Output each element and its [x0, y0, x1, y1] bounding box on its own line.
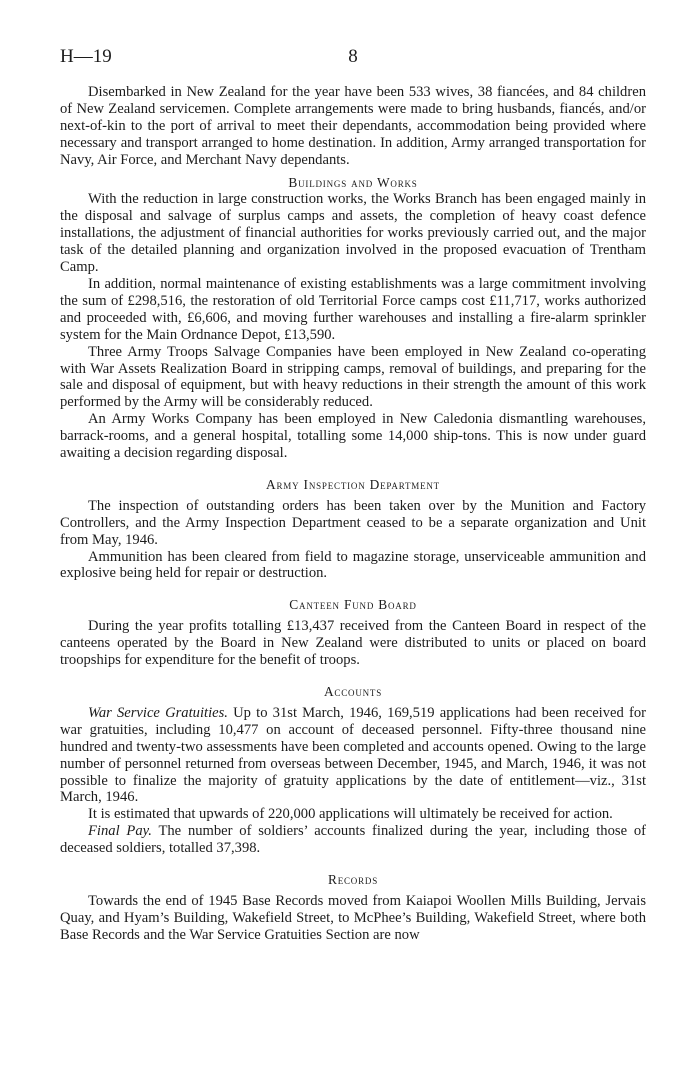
page-number: 8	[348, 46, 358, 67]
inspection-paragraph-2: Ammunition has been cleared from field to magazine storage, unserviceable ammunition and explosive being held for repair or destruction.	[60, 548, 646, 582]
heading-records: Records	[327, 872, 379, 888]
document-code: H—19	[60, 46, 112, 67]
heading-canteen-fund-board: Canteen Fund Board	[289, 597, 417, 613]
page-body	[60, 84, 646, 944]
war-service-gratuities-label: War Service Gratuities.	[88, 704, 228, 721]
buildings-paragraph-4: An Army Works Company has been employed in New Caledonia dismantling warehouses, barrack-rooms, and a general hospital, totalling some 14,000 ship-tons. This is now under guard awaiting a decision regarding disposal.	[60, 411, 646, 462]
intro-paragraph: Disembarked in New Zealand for the year have been 533 wives, 38 fiancées, and 84 children of New Zealand servicemen. Complete arrangements were made to bring husbands, fiancés, and/or next-of-kin to the port of arrival to meet their dependants, accommodation being provided where necessary and transport arranged to home destination. In addition, Army arranged transportation for Navy, Air Force, and Merchant Navy dependants.	[60, 84, 646, 168]
buildings-paragraph-1: With the reduction in large construction works, the Works Branch has been engaged mainly in the disposal and salvage of surplus camps and assets, the completion of heavy coast defence installations, the adjustment of financial authorities for works previously carried out, and the major task of the detailed planning and organization involved in the proposed evacuation of Trentham Camp.	[60, 191, 646, 276]
buildings-paragraph-3: Three Army Troops Salvage Companies have been employed in New Zealand co-operating with War Assets Realization Board in stripping camps, removal of buildings, and preparing for the sale and disposal of equipment, but with heavy reductions in their strength the amount of this work performed by the Army will be considerably reduced.	[60, 343, 646, 411]
final-pay-label: Final Pay.	[88, 823, 152, 840]
canteen-paragraph-1: During the year profits totalling £13,437 received from the Canteen Board in respect of the canteens operated by the Board in New Zealand were distributed to units or placed on board troopships for expenditure for the benefit of troops.	[60, 618, 646, 669]
final-pay-text: The number of soldiers’ accounts finalized during the year, including those of deceased soldiers, totalled 37,398.	[60, 823, 646, 857]
war-service-gratuities-text: Up to 31st March, 1946, 169,519 applications had been received for war gratuities, including 10,477 on account of deceased personnel. Fifty-three thousand nine hundred and twenty-two assessments have been completed and accounts opened. Owing to the large number of personnel returned from overseas between December, 1945, and March, 1946, it was not possible to finalize the majority of gratuity applications by the date of entitlement—viz., 31st March, 1946.	[60, 704, 646, 806]
heading-buildings-and-works: Buildings and Works	[288, 174, 418, 190]
accounts-paragraph-1	[60, 705, 646, 806]
heading-accounts: Accounts	[323, 684, 383, 699]
inspection-paragraph-1: The inspection of outstanding orders has been taken over by the Munition and Factory Controllers, and the Army Inspection Department ceased to be a separate organization and Unit from May, 1946.	[60, 497, 646, 548]
heading-army-inspection-department: Army Inspection Department	[266, 476, 440, 492]
page-header	[60, 46, 646, 72]
buildings-paragraph-2: In addition, normal maintenance of existing establishments was a large commitment involving the sum of £298,516, the restoration of old Territorial Force camps cost £11,717, works authorized and proceeded with, £6,606, and moving further warehouses and installing a fire-alarm sprinkler system for the Main Ordnance Depot, £13,590.	[60, 275, 646, 343]
records-paragraph-1: Towards the end of 1945 Base Records moved from Kaiapoi Woollen Mills Building, Jervais Quay, and Hyam’s Building, Wakefield Street, to McPhee’s Building, Wakefield Street, where both Base Records and the War Service Gratuities Section are now	[60, 892, 646, 943]
accounts-paragraph-3	[60, 823, 646, 857]
accounts-paragraph-2: It is estimated that upwards of 220,000 applications will ultimately be received for action.	[88, 806, 613, 823]
